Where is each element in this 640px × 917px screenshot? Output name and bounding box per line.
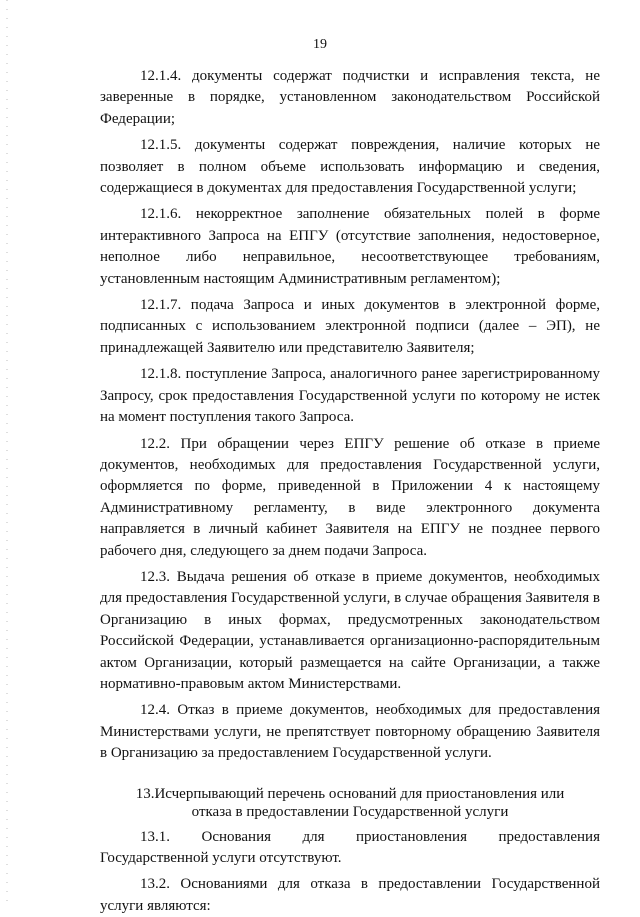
paragraph-12-1-5: 12.1.5. документы содержат повреждения, наличие которых не позволяет в полном объеме использовать информацию и сведения, содержащиеся в документах для предоставления Государственной услуги; bbox=[100, 137, 600, 197]
paragraph-12-1-6: 12.1.6. некорректное заполнение обязательных полей в форме интерактивного Запроса на ЕПГУ (отсутствие заполнения, недостоверное, неполное либо неправильное, несоответствующее требованиям, установленным настоящим Административным регламентом); bbox=[100, 206, 600, 287]
scan-margin-marks bbox=[6, 0, 8, 905]
paragraph-12-2: 12.2. При обращении через ЕПГУ решение об отказе в приеме документов, необходимых для предоставления Государственной услуги, оформляется по форме, приведенной в Приложении 4 к настоящему Административному регламенту, в виде электронного документа направляется в личный кабинет Заявителя на ЕПГУ не позднее первого рабочего дня, следующего за днем подачи Запроса. bbox=[100, 435, 600, 559]
paragraph-13-2: 13.2. Основаниями для отказа в предоставлении Государственной услуги являются: bbox=[100, 876, 600, 914]
paragraph-12-1-7: 12.1.7. подача Запроса и иных документов в электронной форме, подписанных с использованием электронной подписи (далее – ЭП), не принадлежащей Заявителю или представителю Заявителя; bbox=[100, 297, 600, 356]
heading-line-1: 13.Исчерпывающий перечень оснований для приостановления или bbox=[135, 785, 565, 802]
paragraph-12-3: 12.3. Выдача решения об отказе в приеме документов, необходимых для предоставления Государственной услуги, в случае обращения Заявителя в Организацию в иных формах, предусмотренных законодательством Российской Федерации, устанавливается организационно-распорядительным актом Организации, который размещается на сайте Организации, а также нормативно-правовым актом Министерствами. bbox=[100, 568, 600, 692]
paragraph-13-1: 13.1. Основания для приостановления предоставления Государственной услуги отсутствуют. bbox=[100, 828, 600, 866]
page-number: 19 bbox=[313, 37, 327, 52]
section-13-heading bbox=[100, 785, 600, 821]
paragraph-12-4: 12.4. Отказ в приеме документов, необходимых для предоставления Министерствами услуги, не препятствует повторному обращению Заявителя в Организацию за предоставлением Государственной услуги. bbox=[100, 702, 600, 762]
paragraph-12-1-8: 12.1.8. поступление Запроса, аналогичного ранее зарегистрированному Запросу, срок предоставления Государственной услуги по которому не истек на момент поступления такого Запроса. bbox=[100, 366, 600, 426]
heading-line-2: отказа в предоставлении Государственной услуги bbox=[191, 803, 509, 820]
document-body bbox=[100, 66, 600, 917]
paragraph-12-1-4: 12.1.4. документы содержат подчистки и исправления текста, не заверенные в порядке, установленном законодательством Российской Федерации; bbox=[100, 68, 600, 127]
